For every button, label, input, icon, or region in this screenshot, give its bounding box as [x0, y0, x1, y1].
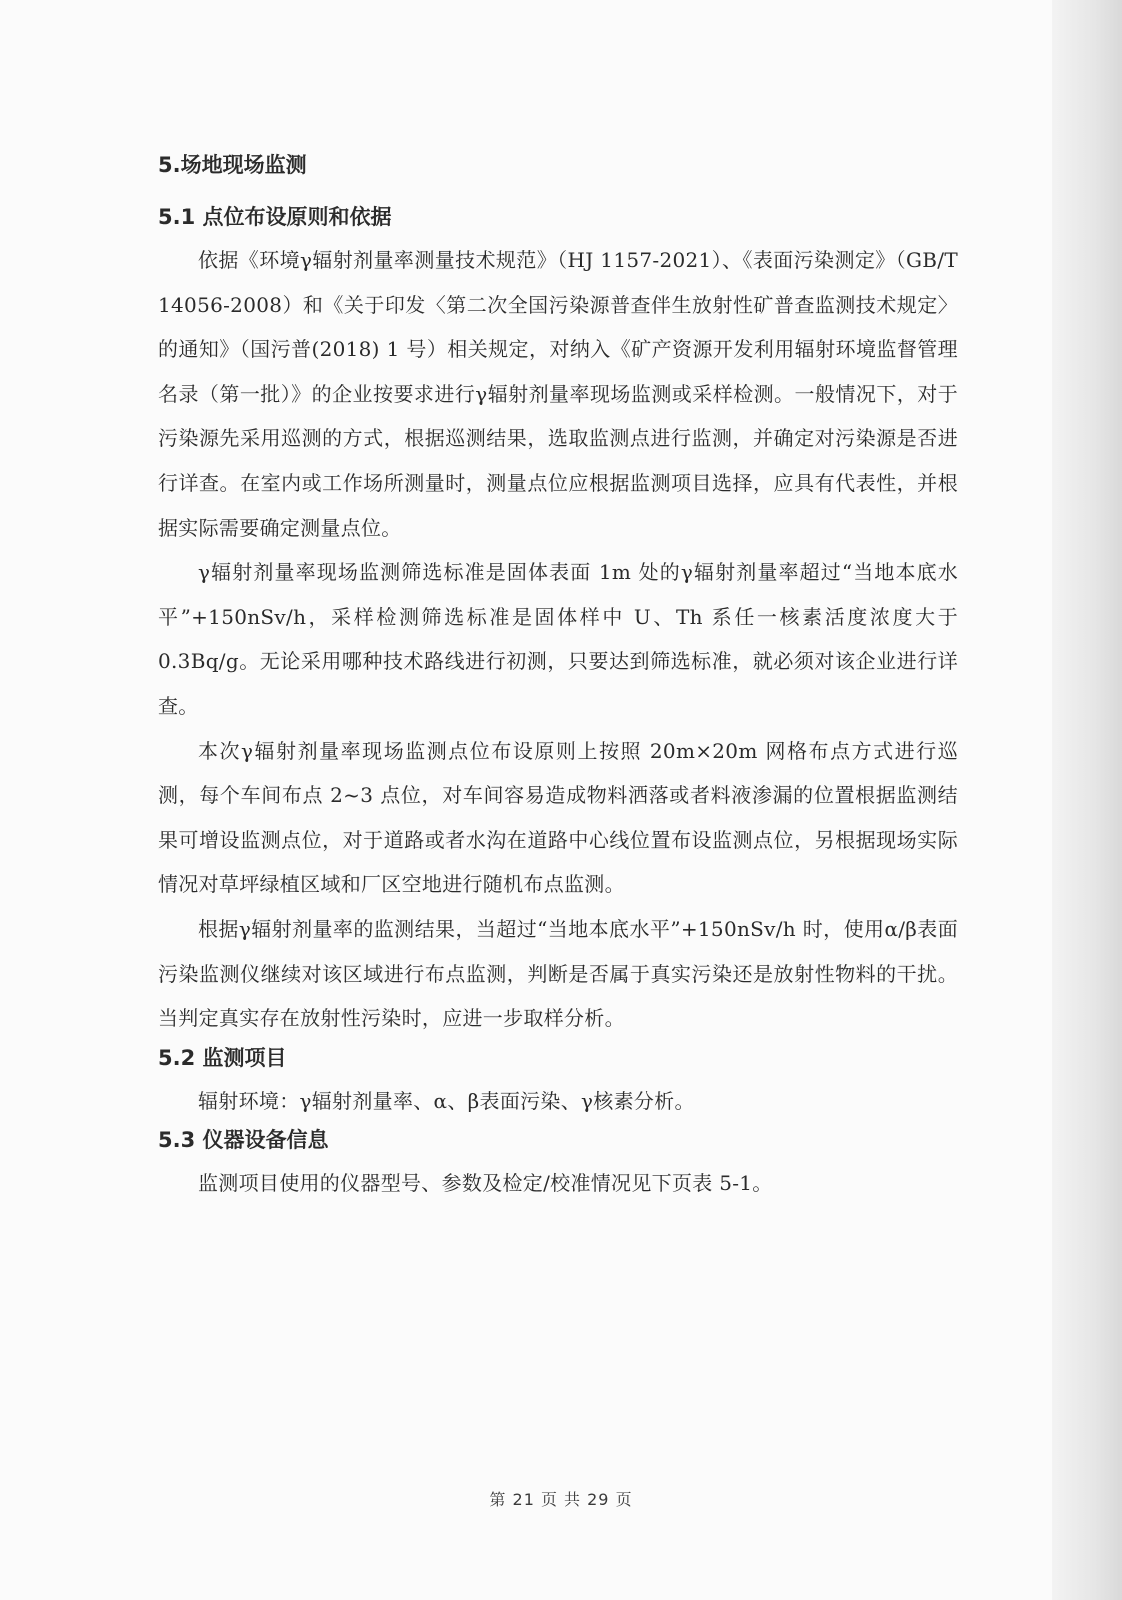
section-title: 5.场地现场监测 [158, 153, 307, 177]
paragraph-5-1-followup: 根据γ辐射剂量率的监测结果，当超过“当地本底水平”+150nSv/h 时，使用α/β表面污染监测仪继续对该区域进行布点监测，判断是否属于真实污染还是放射性物料的干扰。当判定真实存在放射性污染时，应进一步取样分析。 [158, 916, 958, 1031]
paragraph-5-2-items: 辐射环境：γ辐射剂量率、α、β表面污染、γ核素分析。 [198, 1088, 695, 1113]
paragraph-5-1-screening: γ辐射剂量率现场监测筛选标准是固体表面 1m 处的γ辐射剂量率超过“当地本底水平”+150nSv/h，采样检测筛选标准是固体样中 U、Th 系任一核素活度浓度大于 0.3Bq/g。无论采用哪种技术路线进行初测，只要达到筛选标准，就必须对该企业进行详查。 [158, 560, 958, 718]
subsection-5-3-title: 5.3 仪器设备信息 [158, 1128, 329, 1153]
page-number-footer: 第 21 页 共 29 页 [489, 1490, 633, 1509]
paragraph-5-3-instruments: 监测项目使用的仪器型号、参数及检定/校准情况见下页表 5-1。 [198, 1171, 773, 1196]
subsection-5-2-title: 5.2 监测项目 [158, 1045, 287, 1070]
paragraph-5-1-layout: 本次γ辐射剂量率现场监测点位布设原则上按照 20m×20m 网格布点方式进行巡测，每个车间布点 2~3 点位，对车间容易造成物料洒落或者料液渗漏的位置根据监测结果可增设监测点位，对于道路或者水沟在道路中心线位置布设监测点位，另根据现场实际情况对草坪绿植区域和厂区空地进行随机布点监测。 [158, 738, 958, 897]
page-edge-shadow [1052, 0, 1122, 1600]
document-body [158, 150, 958, 1206]
paragraph-5-1-basis: 依据《环境γ辐射剂量率测量技术规范》（HJ 1157-2021）、《表面污染测定》（GB/T 14056-2008）和《关于印发〈第二次全国污染源普查伴生放射性矿普查监测技术规定〉的通知》（国污普(2018) 1 号）相关规定，对纳入《矿产资源开发利用辐射环境监督管理名录（第一批）》的企业按要求进行γ辐射剂量率现场监测或采样检测。一般情况下，对于污染源先采用巡测的方式，根据巡测结果，选取监测点进行监测，并确定对污染源是否进行详查。在室内或工作场所测量时，测量点位应根据监测项目选择，应具有代表性，并根据实际需要确定测量点位。 [158, 248, 958, 540]
subsection-5-1-title: 5.1 点位布设原则和依据 [158, 205, 392, 229]
